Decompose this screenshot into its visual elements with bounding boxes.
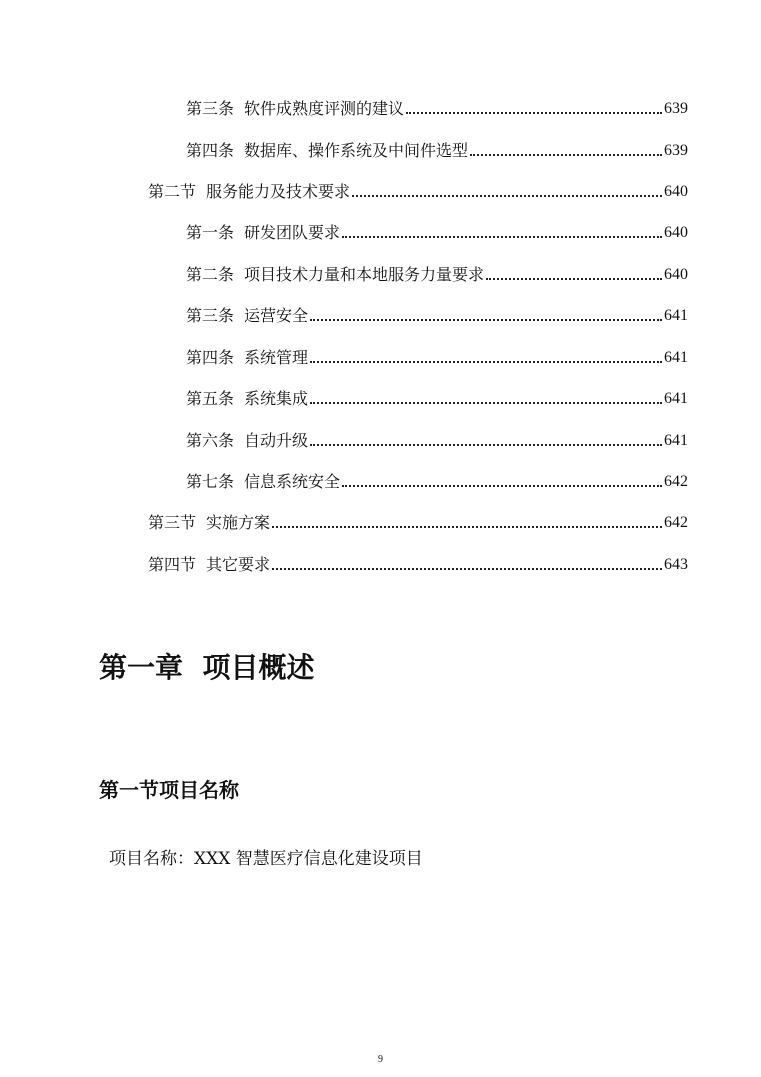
toc-entry-number: 第四条 — [186, 141, 235, 160]
toc-entry-title: 系统集成 — [244, 389, 309, 408]
toc-entry-page: 642 — [664, 473, 688, 490]
toc-dot-leader — [486, 277, 662, 280]
toc-entry[interactable] — [186, 302, 688, 326]
toc-dot-leader — [342, 484, 662, 487]
toc-entry[interactable] — [186, 261, 688, 285]
toc-entry-page: 641 — [664, 432, 688, 449]
toc-dot-leader — [406, 111, 662, 114]
toc-dot-leader — [272, 525, 662, 528]
toc-entry-title: 信息系统安全 — [244, 472, 341, 491]
toc-dot-leader — [470, 153, 662, 156]
toc-dot-leader — [310, 443, 662, 446]
toc-dot-leader — [342, 235, 662, 238]
toc-entry-page: 640 — [664, 266, 688, 283]
toc-entry-number: 第七条 — [186, 472, 235, 491]
toc-entry-page: 639 — [664, 100, 688, 117]
toc-entry-number: 第三节 — [148, 513, 197, 532]
toc-entry-title: 研发团队要求 — [244, 223, 341, 242]
toc-entry-title: 服务能力及技术要求 — [206, 182, 351, 201]
toc-entry[interactable] — [186, 427, 688, 451]
toc-entry[interactable] — [186, 219, 688, 243]
toc-entry-number: 第二条 — [186, 265, 235, 284]
toc-entry-number: 第四节 — [148, 555, 197, 574]
toc-entry-title: 运营安全 — [244, 306, 309, 325]
toc-entry[interactable] — [186, 468, 688, 492]
toc-entry-title: 软件成熟度评测的建议 — [244, 99, 405, 118]
toc-entry-page: 641 — [664, 390, 688, 407]
toc-entry-number: 第一条 — [186, 223, 235, 242]
chapter-title: 第一章 项目概述 — [99, 651, 315, 684]
section-title: 第一节项目名称 — [99, 778, 239, 802]
toc-entry-page: 642 — [664, 514, 688, 531]
toc-entry-page: 640 — [664, 183, 688, 200]
toc-dot-leader — [272, 567, 662, 570]
toc-entry-title: 数据库、操作系统及中间件选型 — [244, 141, 469, 160]
toc-dot-leader — [310, 401, 662, 404]
toc-entry-title: 系统管理 — [244, 348, 309, 367]
toc-entry[interactable] — [148, 509, 688, 533]
toc-entry[interactable] — [186, 344, 688, 368]
toc-entry-title: 实施方案 — [206, 513, 271, 532]
toc-entry-page: 641 — [664, 307, 688, 324]
toc-entry[interactable] — [148, 551, 688, 575]
toc-entry-title: 项目技术力量和本地服务力量要求 — [244, 265, 485, 284]
toc-entry-page: 639 — [664, 142, 688, 159]
toc-entry[interactable] — [148, 178, 688, 202]
toc-entry-number: 第二节 — [148, 182, 197, 201]
toc-dot-leader — [310, 318, 662, 321]
toc-entry-number: 第六条 — [186, 431, 235, 450]
toc-entry-title: 其它要求 — [206, 555, 271, 574]
toc-entry-number: 第三条 — [186, 306, 235, 325]
project-name-line: 项目名称：XXX 智慧医疗信息化建设项目 — [109, 849, 423, 869]
toc-entry-page: 641 — [664, 349, 688, 366]
toc-dot-leader — [352, 194, 662, 197]
page-number: 9 — [378, 1054, 383, 1065]
toc-entry[interactable] — [186, 137, 688, 161]
toc-entry[interactable] — [186, 95, 688, 119]
toc-entry[interactable] — [186, 385, 688, 409]
toc-entry-number: 第三条 — [186, 99, 235, 118]
toc-entry-page: 640 — [664, 224, 688, 241]
toc-entry-page: 643 — [664, 556, 688, 573]
toc-entry-number: 第五条 — [186, 389, 235, 408]
toc-dot-leader — [310, 360, 662, 363]
toc-entry-title: 自动升级 — [244, 431, 309, 450]
toc-entry-number: 第四条 — [186, 348, 235, 367]
